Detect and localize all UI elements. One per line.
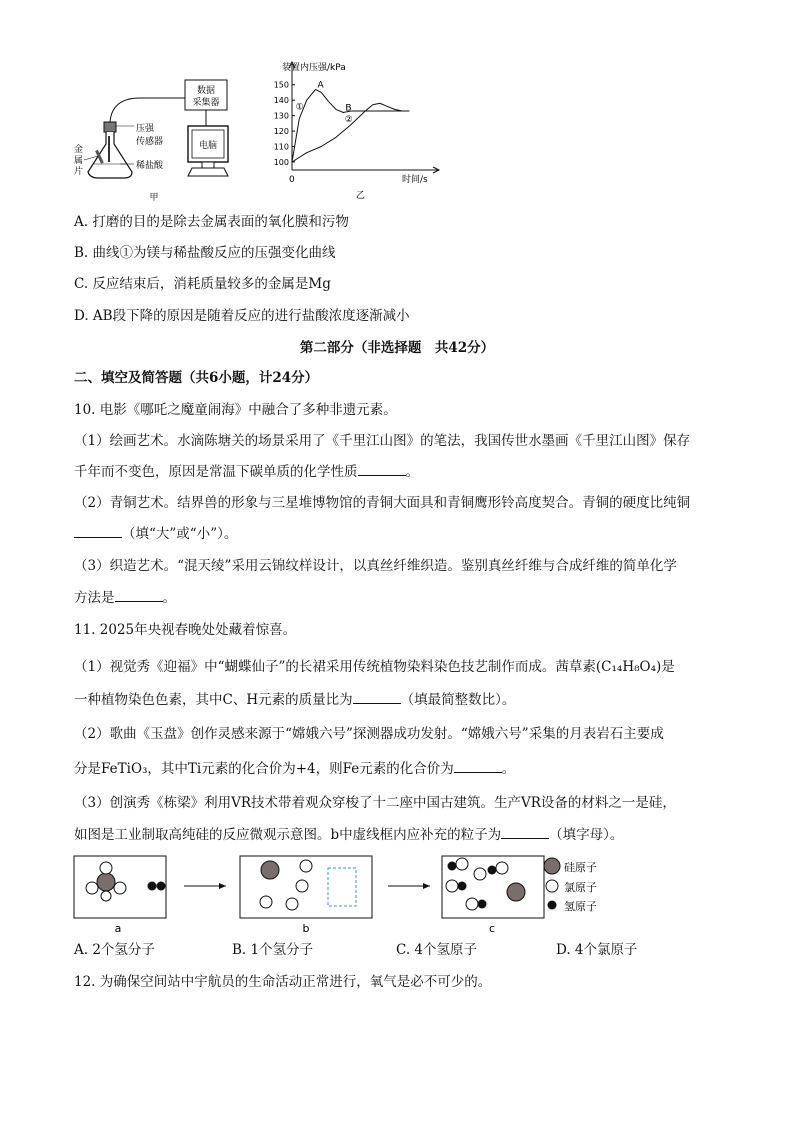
y-tick-label: 140 xyxy=(273,96,289,106)
q11-part2-line1: （2）歌曲《玉盘》创作灵感来源于“嫦娥六号”探测器成功发射。“嫦娥六号”采集的月表岩石主要成 xyxy=(74,726,664,742)
legend-si-icon xyxy=(544,858,560,874)
part2-title: 第二部分（非选择题 共42分） xyxy=(299,340,495,356)
box-a-label: a xyxy=(114,922,122,935)
section2-title: 二、填空及简答题（共6小题，计24分） xyxy=(74,370,319,386)
q11-part1-line2: 一种植物染色色素，其中C、H元素的质量比为 （填最简整数比）。 xyxy=(74,692,516,708)
sensor-label-1: 压强 xyxy=(136,124,155,134)
box-a xyxy=(74,856,166,918)
box-b xyxy=(240,856,372,918)
metal-label-3: 片 xyxy=(74,167,84,177)
legend-h-icon xyxy=(548,901,557,910)
y-tick-label: 120 xyxy=(273,127,289,137)
q10-part2-line2: （填“大”或“小”）。 xyxy=(74,524,237,544)
q9-option-d: D. AB段下降的原因是随着反应的进行盐酸浓度逐渐减小 xyxy=(74,308,410,324)
metal-label-1: 金 xyxy=(74,145,84,155)
q11-option-a: A. 2个氢分子 xyxy=(74,942,155,958)
legend-cl: 氯原子 xyxy=(564,881,597,894)
q10-part3-line2: 方法是 。 xyxy=(74,590,176,606)
q10-part3-line1: （3）织造艺术。“混天绫”采用云锦纹样设计，以真丝纤维织造。鉴别真丝纤维与合成纤维的简单化学 xyxy=(74,558,677,574)
y-tick-label: 150 xyxy=(273,80,289,90)
q10-answer-blank-3[interactable] xyxy=(115,589,163,602)
q11-part3-line1: （3）创演秀《栋梁》利用VR技术带着观众穿梭了十二座中国古建筑。生产VR设备的材料之一是硅， xyxy=(74,795,676,811)
figure-apparatus xyxy=(60,60,260,210)
figure-caption-jia: 甲 xyxy=(149,193,159,203)
collector-label-1: 数据 xyxy=(196,86,216,96)
chart-series xyxy=(292,89,409,162)
box-c-label: c xyxy=(488,922,496,935)
q10-stem: 10. 电影《哪吒之魔童闹海》中融合了多种非遗元素。 xyxy=(74,402,397,418)
q9-option-b: B. 曲线①为镁与稀盐酸反应的压强变化曲线 xyxy=(74,245,336,261)
y-tick-label: 100 xyxy=(273,158,289,167)
q11-answer-blank-3[interactable] xyxy=(501,826,549,839)
series-label-2: ② xyxy=(344,114,353,125)
reaction-svg xyxy=(70,852,650,938)
chart-axes xyxy=(289,62,439,173)
q10-part1-line1: （1）绘画艺术。水滴陈塘关的场景采用了《千里江山图》的笔法，我国传世水墨画《千里江山图》保存 xyxy=(74,433,691,449)
legend-h: 氢原子 xyxy=(564,900,597,913)
y-tick-label: 130 xyxy=(273,111,289,121)
q10-part2-line1: （2）青铜艺术。结界兽的形象与三星堆博物馆的青铜大面具和青铜鹰形铃高度契合。青铜的硬度比纯铜 xyxy=(74,495,691,511)
q11-part2-line2: 分是FeTiO₃，其中Ti元素的化合价为+4，则Fe元素的化合价为 。 xyxy=(74,761,516,777)
pressure-chart xyxy=(262,56,442,204)
box-b-label: b xyxy=(302,922,310,935)
q11-part3-line2: 如图是工业制取高纯硅的反应微观示意图。b中虚线框内应补充的粒子为 （填字母）。 xyxy=(74,827,624,843)
collector-label-2: 采集器 xyxy=(192,98,220,108)
alizarin-formula: (C₁₄H₈O₄) xyxy=(595,659,662,675)
computer-label: 电脑 xyxy=(198,141,218,151)
legend-cl-icon xyxy=(546,880,558,892)
x-axis-label: 时间/s xyxy=(402,175,428,185)
q11-stem: 11. 2025年央视春晚处处藏着惊喜。 xyxy=(74,622,297,638)
q11-option-b: B. 1个氢分子 xyxy=(232,942,314,958)
q11-answer-blank-1[interactable] xyxy=(353,691,401,704)
reaction-diagram xyxy=(70,852,650,938)
q10-answer-blank-1[interactable] xyxy=(358,463,406,476)
y-tick-label: 110 xyxy=(273,142,289,152)
q12-stem: 12. 为确保空间站中宇航员的生命活动正常进行，氧气是必不可少的。 xyxy=(74,974,492,990)
q9-option-c: C. 反应结束后，消耗质量较多的金属是Mg xyxy=(74,276,331,292)
q9-option-a: A. 打磨的目的是除去金属表面的氧化膜和污物 xyxy=(74,214,349,230)
q11-option-c: C. 4个氢原子 xyxy=(396,942,478,958)
q10-part1-line2: 千年而不变色，原因是常温下碳单质的化学性质 。 xyxy=(74,464,419,480)
annotation-B: B xyxy=(345,103,352,114)
annotation-A: A xyxy=(317,80,324,91)
legend-si: 硅原子 xyxy=(564,861,597,874)
origin-label: 0 xyxy=(289,175,295,185)
chart-svg xyxy=(262,56,442,204)
q11-answer-blank-2[interactable] xyxy=(454,760,502,773)
figure-caption-yi: 乙 xyxy=(356,191,366,201)
y-axis-label: 装置内压强/kPa xyxy=(282,63,346,73)
apparatus-drawing xyxy=(60,60,260,210)
metal-label-2: 属 xyxy=(74,156,84,166)
q11-part1-line1: （1）视觉秀《迎福》中“蝴蝶仙子”的长裙采用传统植物染料染色技艺制作而成。茜草素(C₁₄H₈O₄)是 xyxy=(74,659,675,675)
series-label-1: ① xyxy=(295,102,304,113)
q11-option-d: D. 4个氯原子 xyxy=(556,942,638,958)
chart-annotations xyxy=(317,80,351,113)
acid-label: 稀盐酸 xyxy=(136,161,164,171)
sensor-label-2: 传感器 xyxy=(136,137,164,147)
q10-answer-blank-2[interactable] xyxy=(74,525,122,538)
box-c xyxy=(442,856,544,918)
